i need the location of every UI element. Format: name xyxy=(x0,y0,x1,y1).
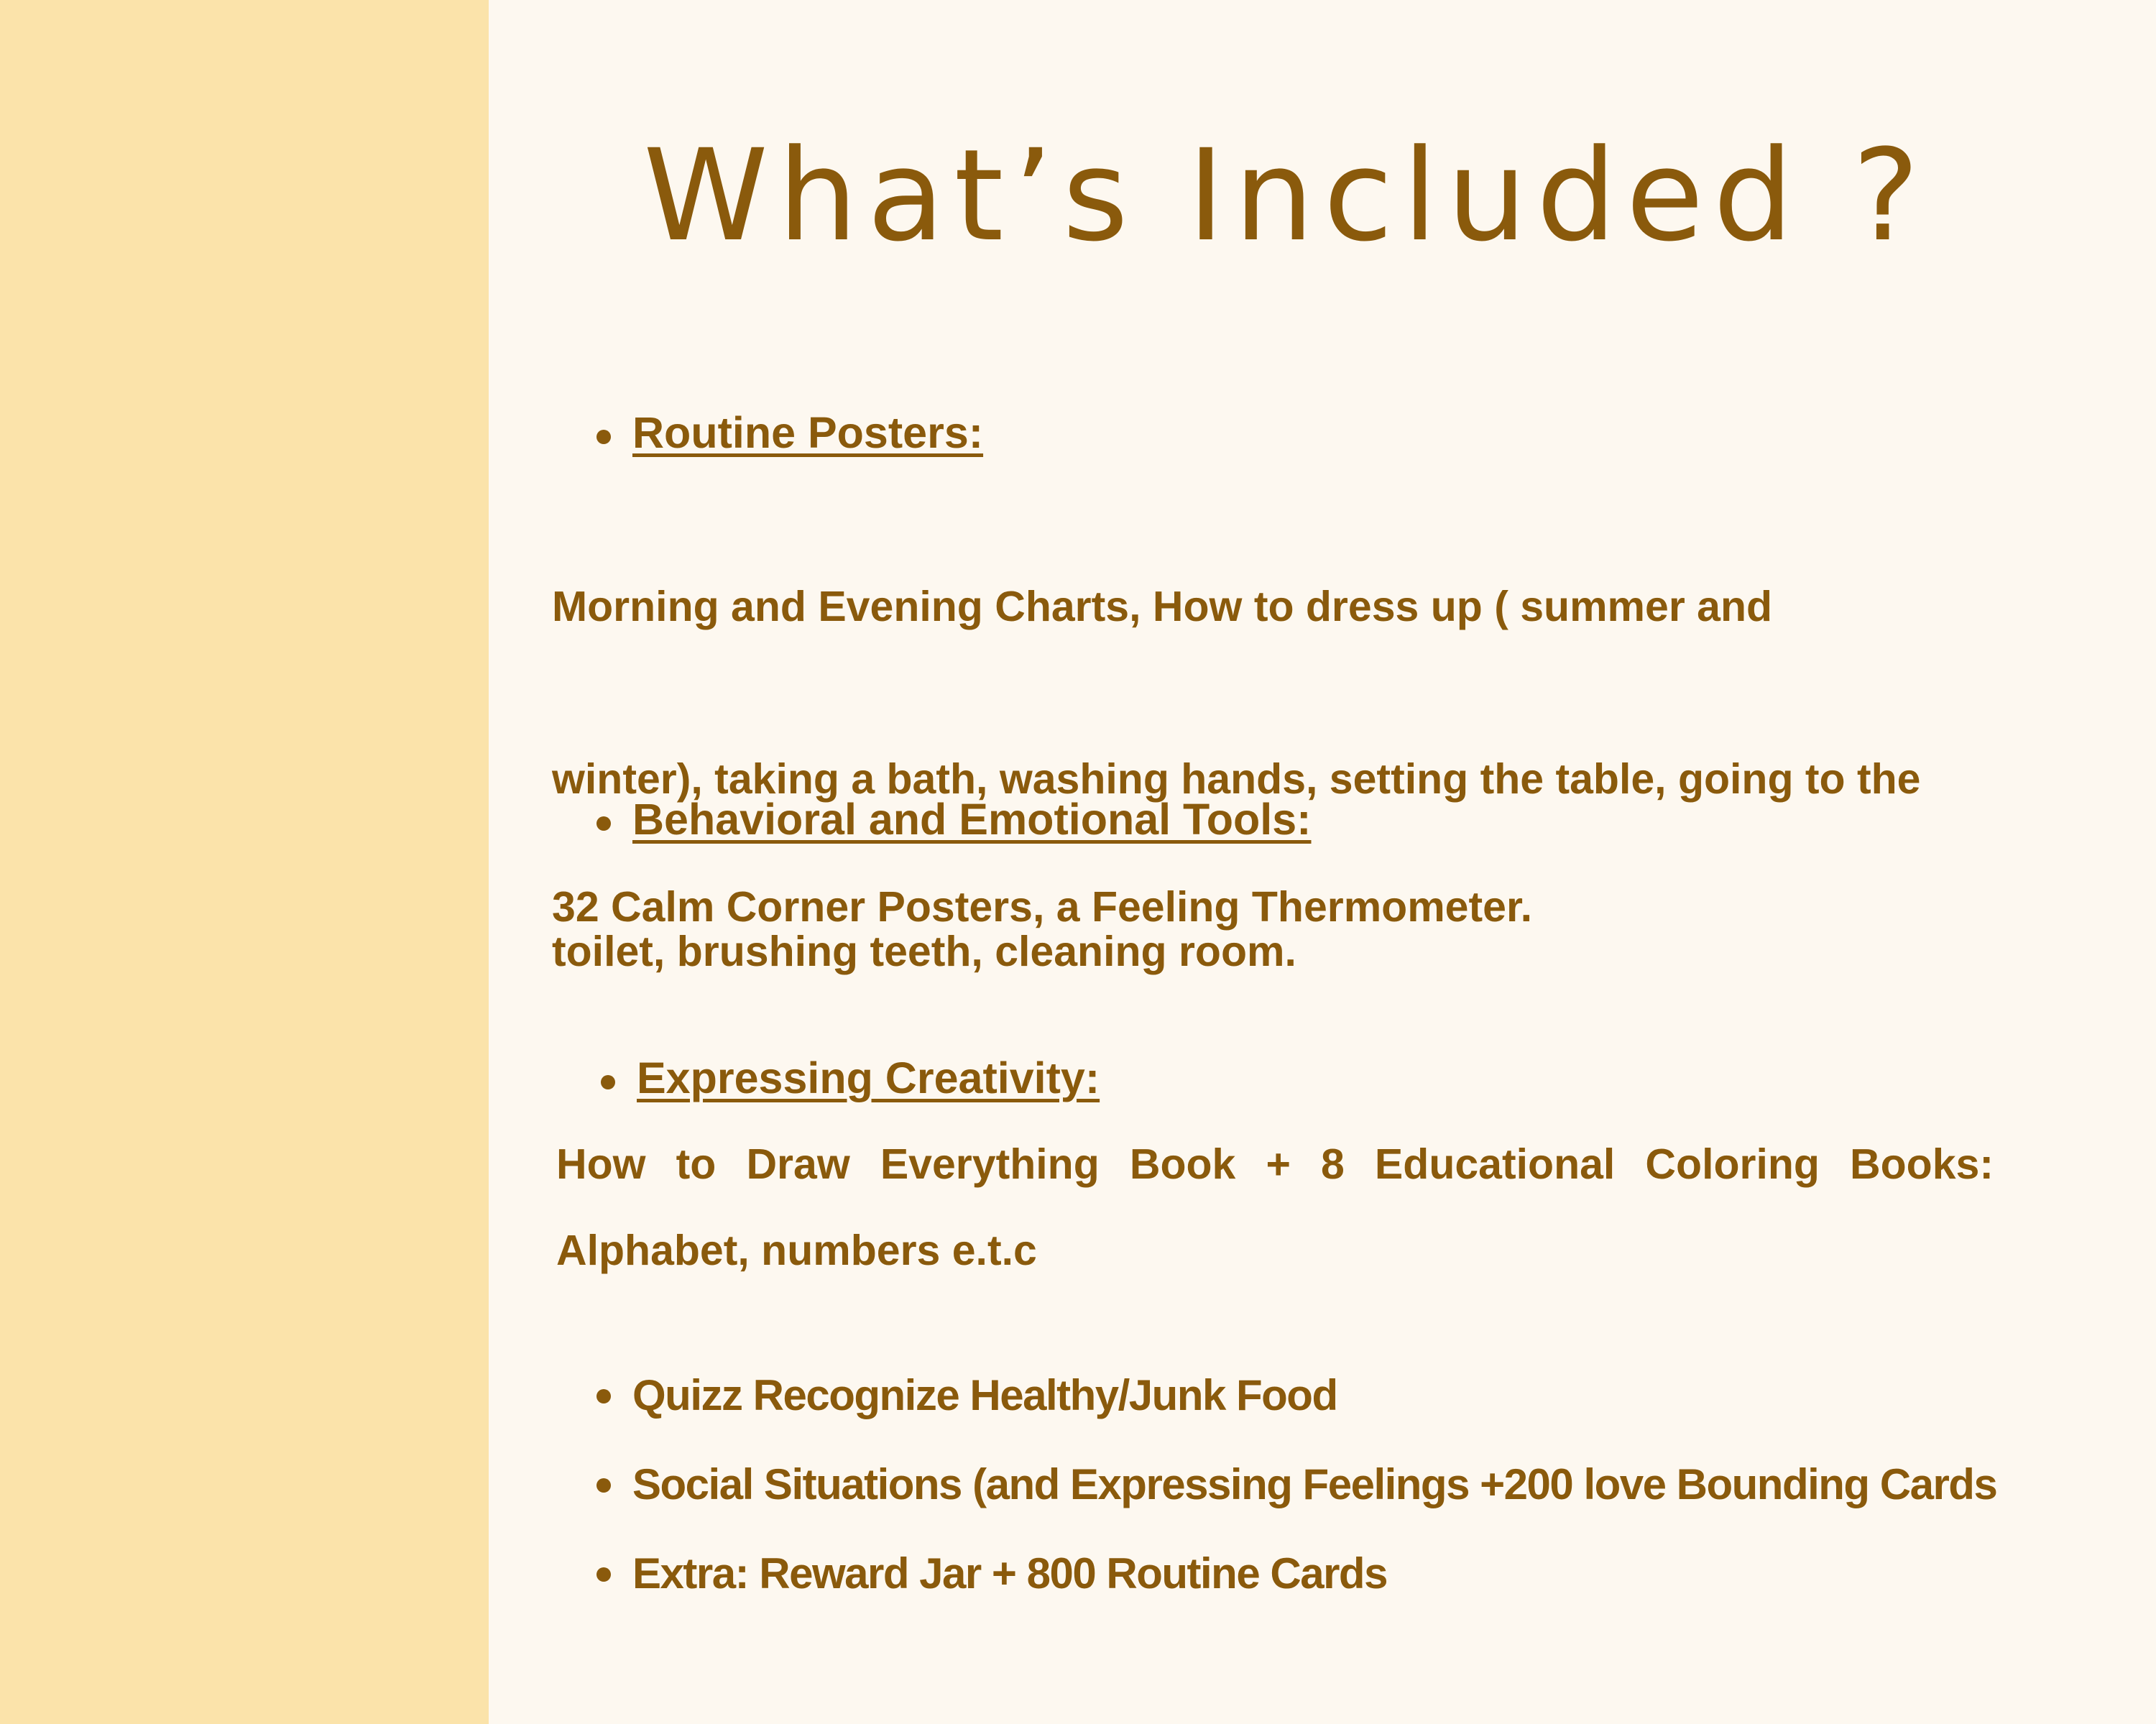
routine-posters-line-2: winter), taking a bath, washing hands, setting the table, going to the xyxy=(552,755,1921,803)
bullet-dot xyxy=(596,1478,611,1493)
bullet-dot xyxy=(596,430,611,444)
routine-cards-count: 800 xyxy=(1026,1549,1096,1598)
page-title: What’s Included ? xyxy=(643,122,1929,269)
social-situations-prefix: Social Situations (and Expressing Feelings + xyxy=(632,1460,1504,1508)
social-situations-suffix: love Bounding Cards xyxy=(1572,1460,1997,1508)
reward-jar-suffix: Routine Cards xyxy=(1095,1549,1387,1598)
behavioral-tools-description xyxy=(552,864,2004,950)
routine-posters-line-3: toilet, brushing teeth, cleaning room. xyxy=(552,928,1296,975)
behavioral-tools-heading: Behavioral and Emotional Tools: xyxy=(632,795,1312,844)
calm-corner-count: 32 xyxy=(552,883,599,931)
calm-corner-text: Calm Corner Posters, a Feeling Thermometer. xyxy=(599,883,1533,931)
routine-posters-description xyxy=(552,477,2004,1081)
bullet-dot xyxy=(596,1567,611,1582)
routine-posters-line-1: Morning and Evening Charts, How to dress up ( summer and xyxy=(552,583,1773,630)
expressing-creativity-description: How to Draw Everything Book + 8 Educational Coloring Books: Alphabet, numbers e.t.c xyxy=(556,1140,1994,1274)
quiz-item-text: Quizz Recognize Healthy/Junk Food xyxy=(632,1371,1337,1419)
love-cards-count: 200 xyxy=(1503,1460,1573,1508)
reward-jar-prefix: Extra: Reward Jar + xyxy=(632,1549,1027,1598)
bullet-dot xyxy=(596,816,611,831)
bullet-dot xyxy=(596,1389,611,1403)
routine-posters-heading: Routine Posters: xyxy=(632,408,984,457)
reward-jar-item-text xyxy=(632,1544,1387,1604)
left-color-band xyxy=(0,0,489,1724)
social-situations-item-text xyxy=(632,1455,1996,1515)
expressing-creativity-heading: Expressing Creativity: xyxy=(637,1054,1100,1102)
bullet-dot xyxy=(601,1075,615,1089)
